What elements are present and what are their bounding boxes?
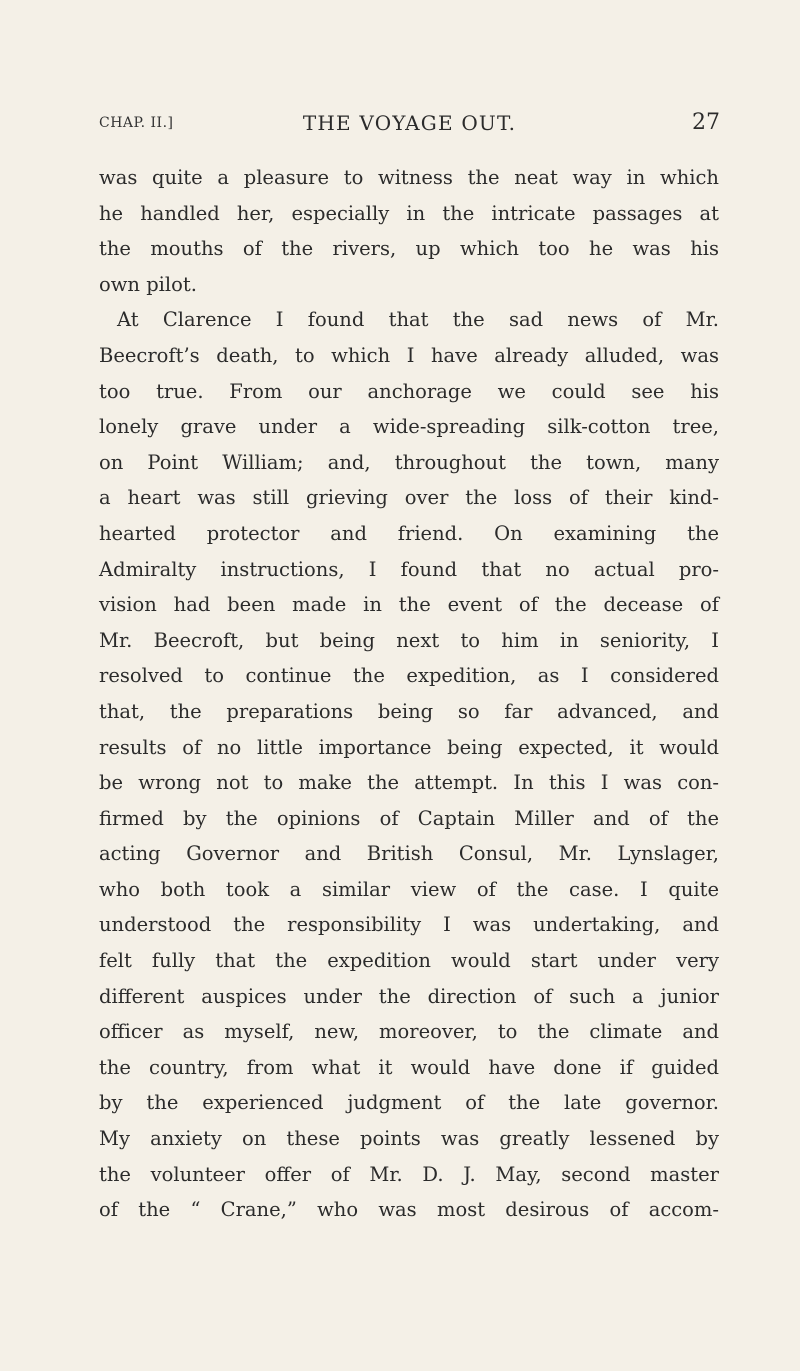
text-line: by the experienced judgment of the late governor. [99, 1091, 719, 1115]
text-line: lonely grave under a wide-spreading silk-cotton tree, [99, 415, 719, 439]
running-header [99, 110, 720, 138]
text-line: Admiralty instructions, I found that no actual pro- [99, 557, 719, 581]
text-line: officer as myself, new, moreover, to the climate and [99, 1020, 719, 1044]
text-line: the volunteer offer of Mr. D. J. May, second master [99, 1162, 719, 1186]
text-line: felt fully that the expedition would start under very [99, 949, 719, 973]
text-line: that, the preparations being so far advanced, and [99, 699, 719, 723]
text-line: Mr. Beecroft, but being next to him in seniority, I [99, 628, 719, 652]
text-line: My anxiety on these points was greatly lessened by [99, 1127, 719, 1151]
text-line: he handled her, especially in the intricate passages at [99, 201, 719, 225]
text-line: a heart was still grieving over the loss of their kind- [99, 486, 719, 510]
text-line: on Point William; and, throughout the town, many [99, 450, 719, 474]
text-line: vision had been made in the event of the decease of [99, 593, 719, 617]
text-line: firmed by the opinions of Captain Miller and of the [99, 806, 719, 830]
body-text [99, 160, 719, 1228]
text-line: Beecroft’s death, to which I have already alluded, was [99, 343, 719, 367]
text-line: the country, from what it would have done if guided [99, 1055, 719, 1079]
text-line: acting Governor and British Consul, Mr. Lynslager, [99, 842, 719, 866]
text-line: results of no little importance being expected, it would [99, 735, 719, 759]
text-line: too true. From our anchorage we could see his [99, 379, 719, 403]
text-line: resolved to continue the expedition, as I considered [99, 664, 719, 688]
text-line: was quite a pleasure to witness the neat way in which [99, 166, 719, 189]
running-title: THE VOYAGE OUT. [302, 111, 517, 135]
text-line: understood the responsibility I was undertaking, and [99, 913, 719, 937]
text-line: the mouths of the rivers, up which too he was his [99, 237, 719, 261]
chapter-label: CHAP. II.] [99, 115, 174, 131]
text-line: who both took a similar view of the case. I quite [99, 877, 719, 901]
text-line: different auspices under the direction of such a junior [99, 984, 719, 1008]
paragraph-start-line: At Clarence I found that the sad news of Mr. [117, 308, 719, 332]
text-line: own pilot. [99, 272, 197, 296]
page-number: 27 [692, 110, 720, 135]
text-line: of the “ Crane,” who was most desirous of accom- [99, 1198, 719, 1222]
text-line: be wrong not to make the attempt. In this I was con- [99, 771, 719, 795]
text-line: hearted protector and friend. On examining the [99, 521, 719, 545]
